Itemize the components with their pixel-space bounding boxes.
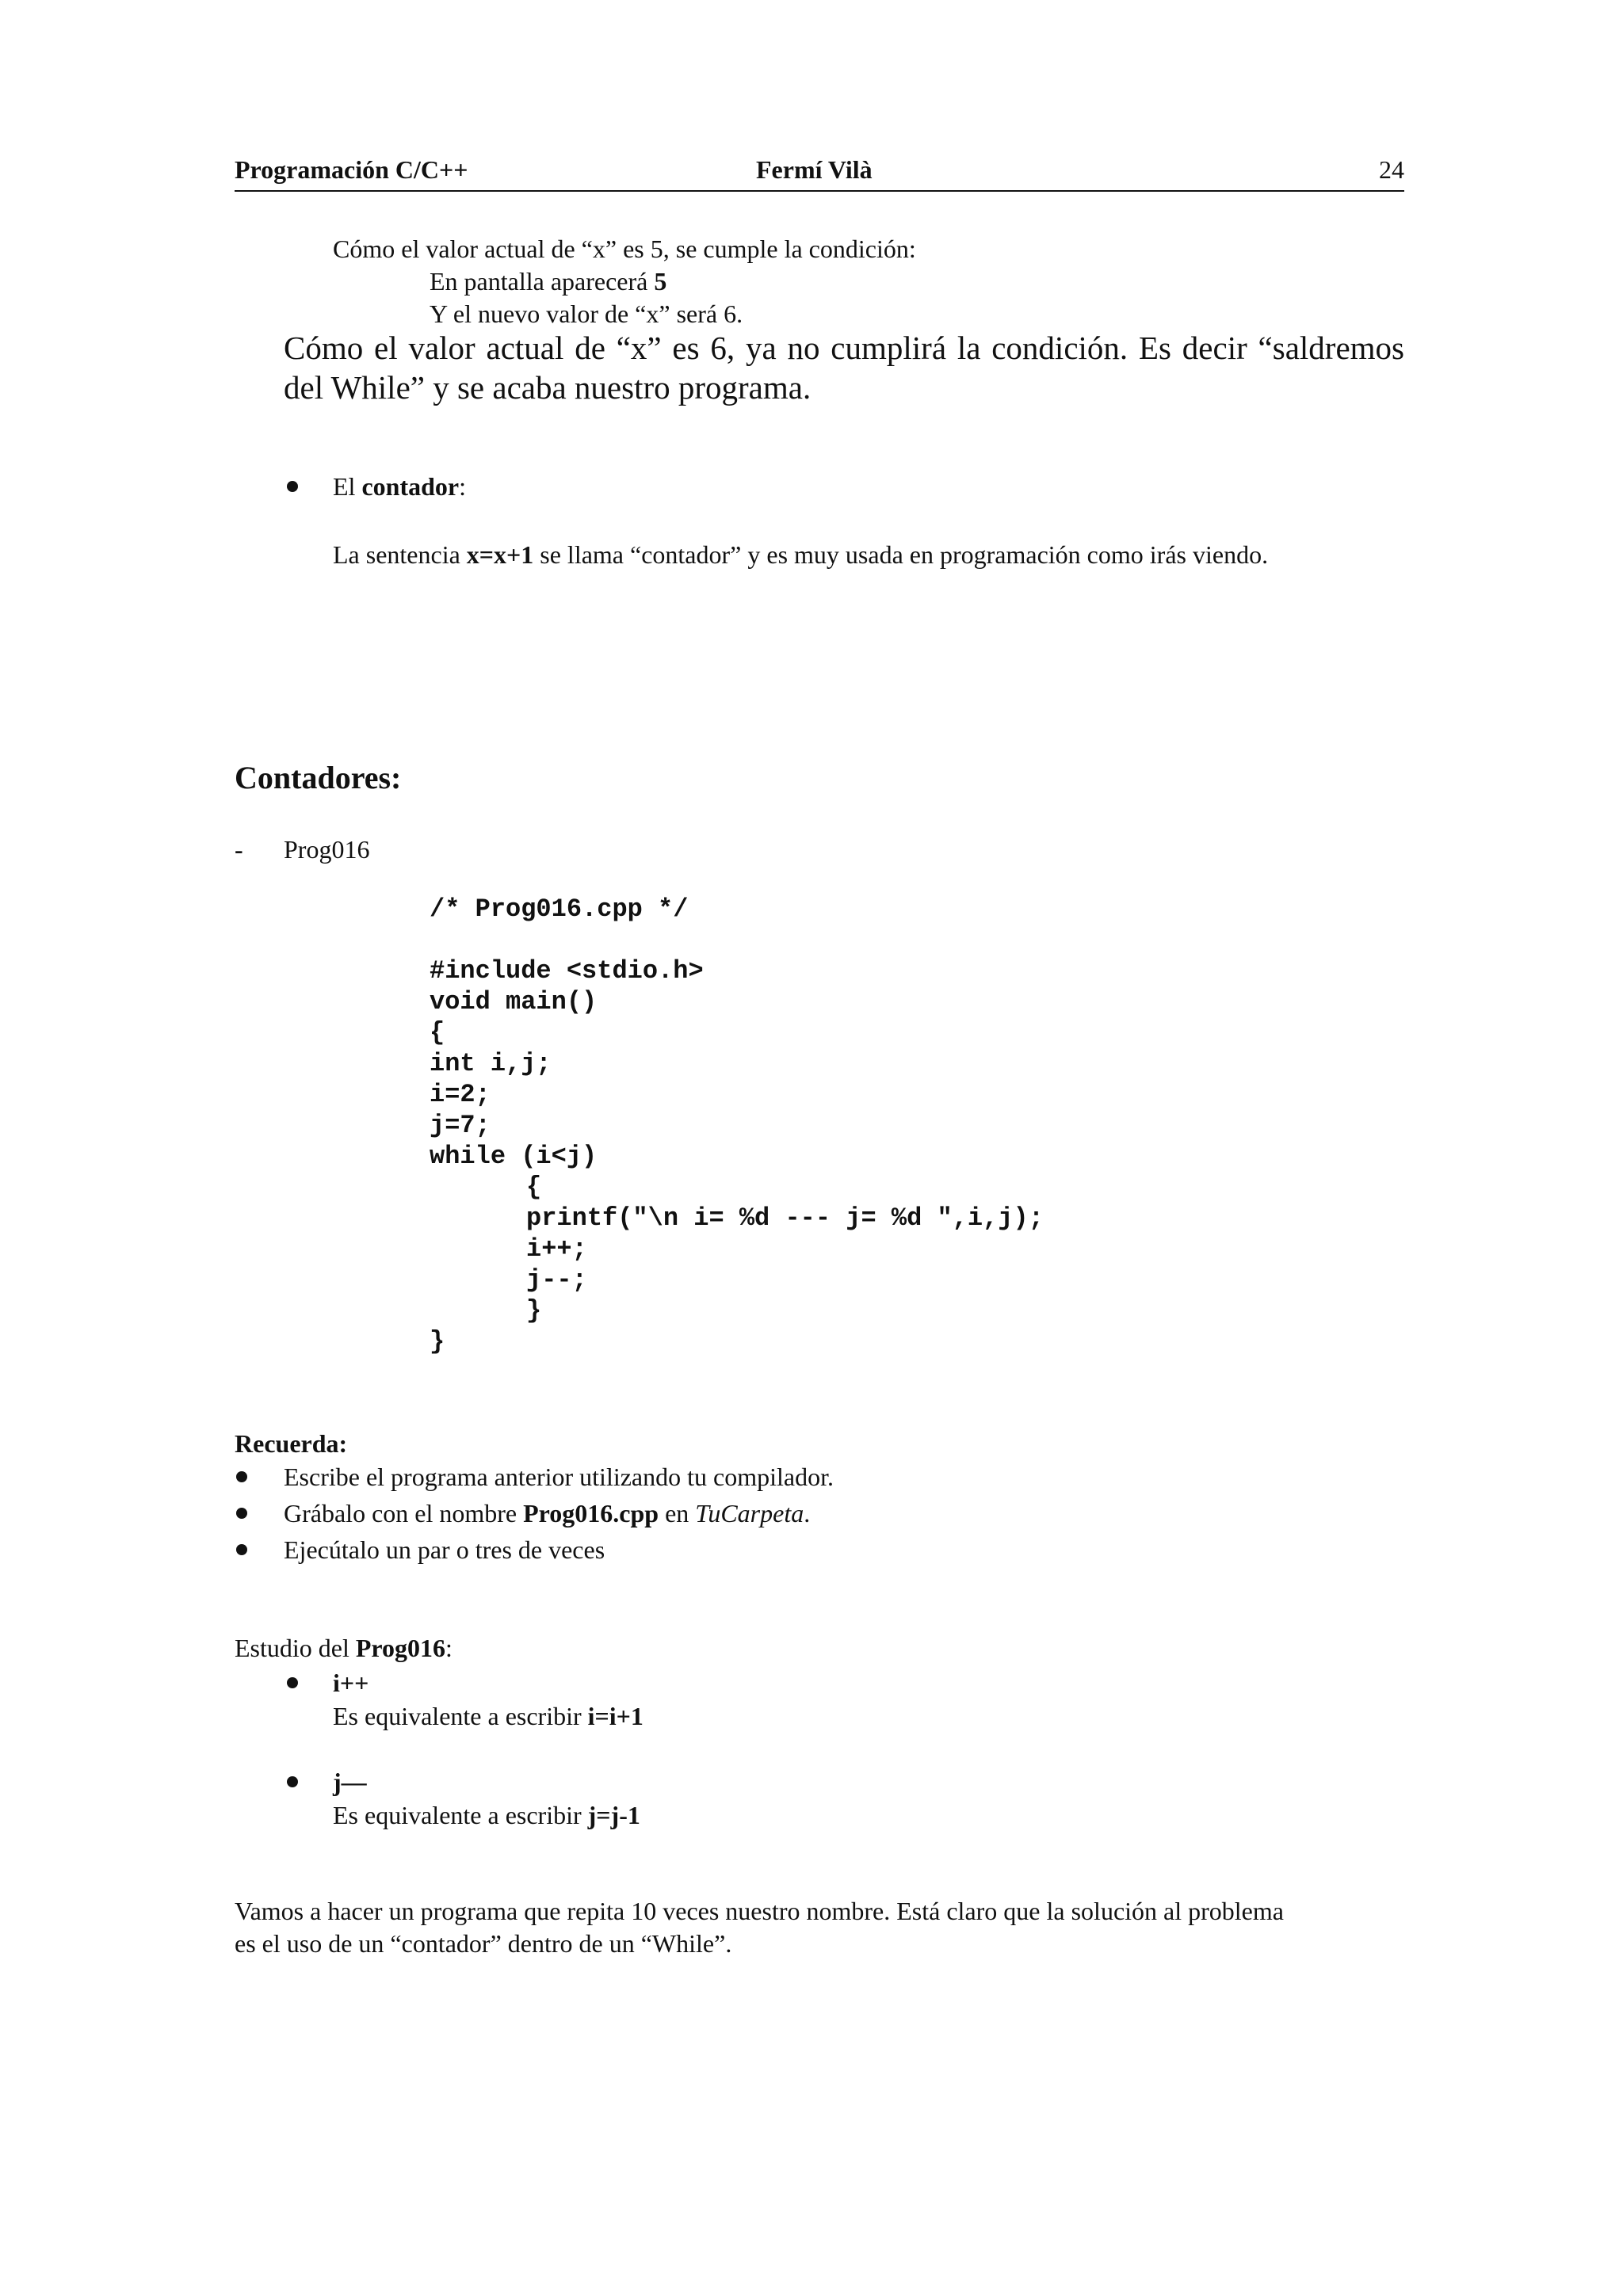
code-line: while (i<j) [430,1142,598,1171]
code-line: { [430,1018,445,1047]
recuerda-title: Recuerda: [235,1429,348,1458]
header-author: Fermí Vilà [756,155,873,184]
intro-line-2: En pantalla aparecerá 5 [430,267,667,296]
code-line: j--; [526,1265,587,1295]
bullet-icon [236,1471,247,1482]
recuerda-item-3: Ejecútalo un par o tres de veces [284,1535,605,1564]
bullet-icon [287,1776,298,1787]
program-name: Prog016 [284,835,370,864]
header-page-number: 24 [1379,155,1404,184]
estudio-item-2-text: Es equivalente a escribir j=j-1 [333,1801,640,1829]
code-comment: /* Prog016.cpp */ [430,894,689,924]
section-dash: - [235,835,243,864]
code-line: i=2; [430,1080,491,1109]
section-title: Contadores: [235,760,402,795]
code-line: #include <stdio.h> [430,956,704,986]
page-header [235,155,1404,192]
header-book-title: Programación C/C++ [235,155,468,184]
code-line: int i,j; [430,1049,552,1078]
recuerda-item-2: Grábalo con el nombre Prog016.cpp en TuCarpeta. [284,1499,811,1527]
estudio-item-2-title: j— [333,1768,367,1796]
bullet-icon [236,1508,247,1519]
estudio-heading: Estudio del Prog016: [235,1634,453,1662]
code-line: void main() [430,987,598,1016]
code-line: } [526,1296,542,1325]
intro-value-5: 5 [654,267,667,296]
code-line: j=7; [430,1111,491,1140]
contador-bullet: El contador: [333,472,466,501]
bullet-icon [236,1544,247,1555]
estudio-item-1-title: i++ [333,1669,369,1697]
code-line: printf("\n i= %d --- j= %d ",i,j); [526,1203,1044,1233]
intro-line-3: Y el nuevo valor de “x” será 6. [430,299,743,328]
closing-paragraph-line-1: Vamos a hacer un programa que repita 10 veces nuestro nombre. Está claro que la solución al problema [235,1897,1284,1925]
bullet-icon [287,1677,298,1688]
bullet-icon [287,481,298,492]
code-line: i++; [526,1234,587,1264]
closing-paragraph-line-2: es el uso de un “contador” dentro de un “While”. [235,1929,732,1958]
code-line: { [526,1173,542,1202]
contador-sentence: La sentencia x=x+1 se llama “contador” y es muy usada en programación como irás viendo. [333,540,1269,569]
recuerda-item-1: Escribe el programa anterior utilizando tu compilador. [284,1463,834,1491]
estudio-item-1-text: Es equivalente a escribir i=i+1 [333,1702,643,1730]
code-line: } [430,1327,445,1356]
intro-paragraph: Cómo el valor actual de “x” es 6, ya no cumplirá la condición. Es decir “saldremos del While” y se acaba nuestro programa. [284,330,1404,406]
intro-line-1: Cómo el valor actual de “x” es 5, se cumple la condición: [333,235,916,263]
